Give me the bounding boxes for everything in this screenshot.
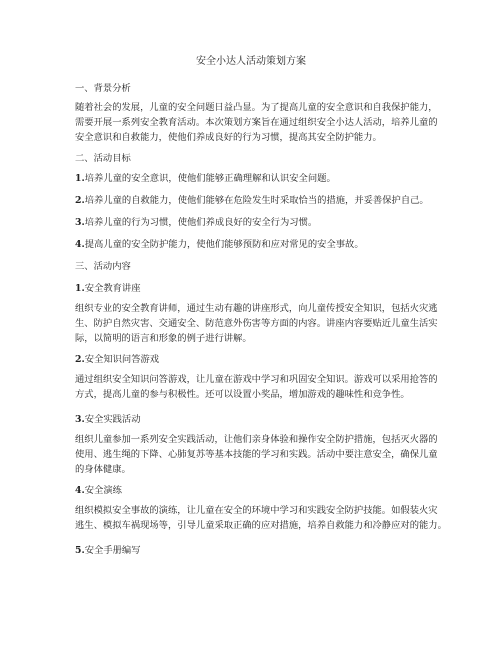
- content-item-number: 3.: [75, 414, 85, 425]
- goal-number: 1.: [75, 173, 85, 184]
- content-item-title: [75, 544, 141, 557]
- content-item-label: 安全演练: [84, 485, 122, 496]
- content-item-paragraph: [75, 372, 438, 402]
- content-item-number: 2.: [75, 354, 85, 365]
- goal-number: 4.: [75, 239, 85, 250]
- section-heading-goals: 二、活动目标: [75, 153, 131, 164]
- paragraph-line: 安全意识和自救能力，使他们养成良好的行为习惯，提高其安全防护能力。: [75, 132, 382, 143]
- section-heading-content: 三、活动内容: [75, 261, 131, 272]
- goal-text: 培养儿童的行为习惯，使他们养成良好的安全行为习惯。: [84, 217, 318, 228]
- paragraph-line: 组织专业的安全教育讲师，通过生动有趣的讲座形式，向儿童传授安全知识，包括火灾逃: [75, 303, 438, 314]
- content-item-title: [75, 413, 141, 426]
- goal-text: 提高儿童的安全防护能力，使他们能够预防和应对常见的安全事故。: [84, 239, 364, 250]
- paragraph-line: 通过组织安全知识问答游戏，让儿童在游戏中学习和巩固安全知识。游戏可以采用抢答的: [75, 374, 438, 385]
- content-item-label: 安全教育讲座: [84, 283, 141, 294]
- goal-item: [75, 172, 336, 185]
- goal-number: 3.: [75, 217, 85, 228]
- content-item-paragraph: [75, 503, 447, 533]
- content-item-paragraph: [75, 432, 438, 477]
- paragraph-line: 际，以简明的语言和形象的例子进行讲解。: [75, 333, 252, 344]
- content-item-paragraph: [75, 301, 438, 346]
- paragraph-line: 生、防护自然灾害、交通安全、防范意外伤害等方面的内容。讲座内容要贴近儿童生活实: [75, 318, 438, 329]
- paragraph-line: 组织儿童参加一系列安全实践活动，让他们亲身体验和操作安全防护措施，包括灭火器的: [75, 434, 438, 445]
- content-item-title: [75, 353, 159, 366]
- content-item-label: 安全知识问答游戏: [84, 354, 160, 365]
- background-paragraph: [75, 100, 438, 145]
- document-title: 安全小达人活动策划方案: [196, 56, 306, 67]
- goal-number: 2.: [75, 195, 85, 206]
- content-item-title: [75, 282, 141, 295]
- content-item-number: 1.: [75, 283, 85, 294]
- content-item-number: 4.: [75, 485, 85, 496]
- paragraph-line: 需要开展一系列安全教育活动。本次策划方案旨在通过组织安全小达人活动，培养儿童的: [75, 117, 438, 128]
- paragraph-line: 使用、逃生绳的下降、心肺复苏等基本技能的学习和实践。活动中要注意安全，确保儿童: [75, 449, 438, 460]
- paragraph-line: 的身体健康。: [75, 464, 131, 475]
- paragraph-line: 方式，提高儿童的参与积极性。还可以设置小奖品，增加游戏的趣味性和竞争性。: [75, 389, 410, 400]
- content-item-title: [75, 484, 122, 497]
- content-item-label: 安全实践活动: [84, 414, 141, 425]
- goal-text: 培养儿童的自救能力，使他们能够在危险发生时采取恰当的措施，并妥善保护自己。: [84, 195, 429, 206]
- goal-item: [75, 194, 429, 207]
- paragraph-line: 随着社会的发展，儿童的安全问题日益凸显。为了提高儿童的安全意识和自我保护能力，: [75, 102, 438, 113]
- goal-item: [75, 238, 364, 251]
- content-item-number: 5.: [75, 545, 85, 556]
- section-heading-background: 一、背景分析: [75, 83, 131, 94]
- paragraph-line: 逃生、模拟车祸现场等，引导儿童采取正确的应对措施，培养自救能力和冷静应对的能力。: [75, 520, 447, 531]
- goal-text: 培养儿童的安全意识，使他们能够正确理解和认识安全问题。: [84, 173, 336, 184]
- content-item-label: 安全手册编写: [84, 545, 141, 556]
- goal-item: [75, 216, 317, 229]
- paragraph-line: 组织模拟安全事故的演练，让儿童在安全的环境中学习和实践安全防护技能。如假装火灾: [75, 505, 438, 516]
